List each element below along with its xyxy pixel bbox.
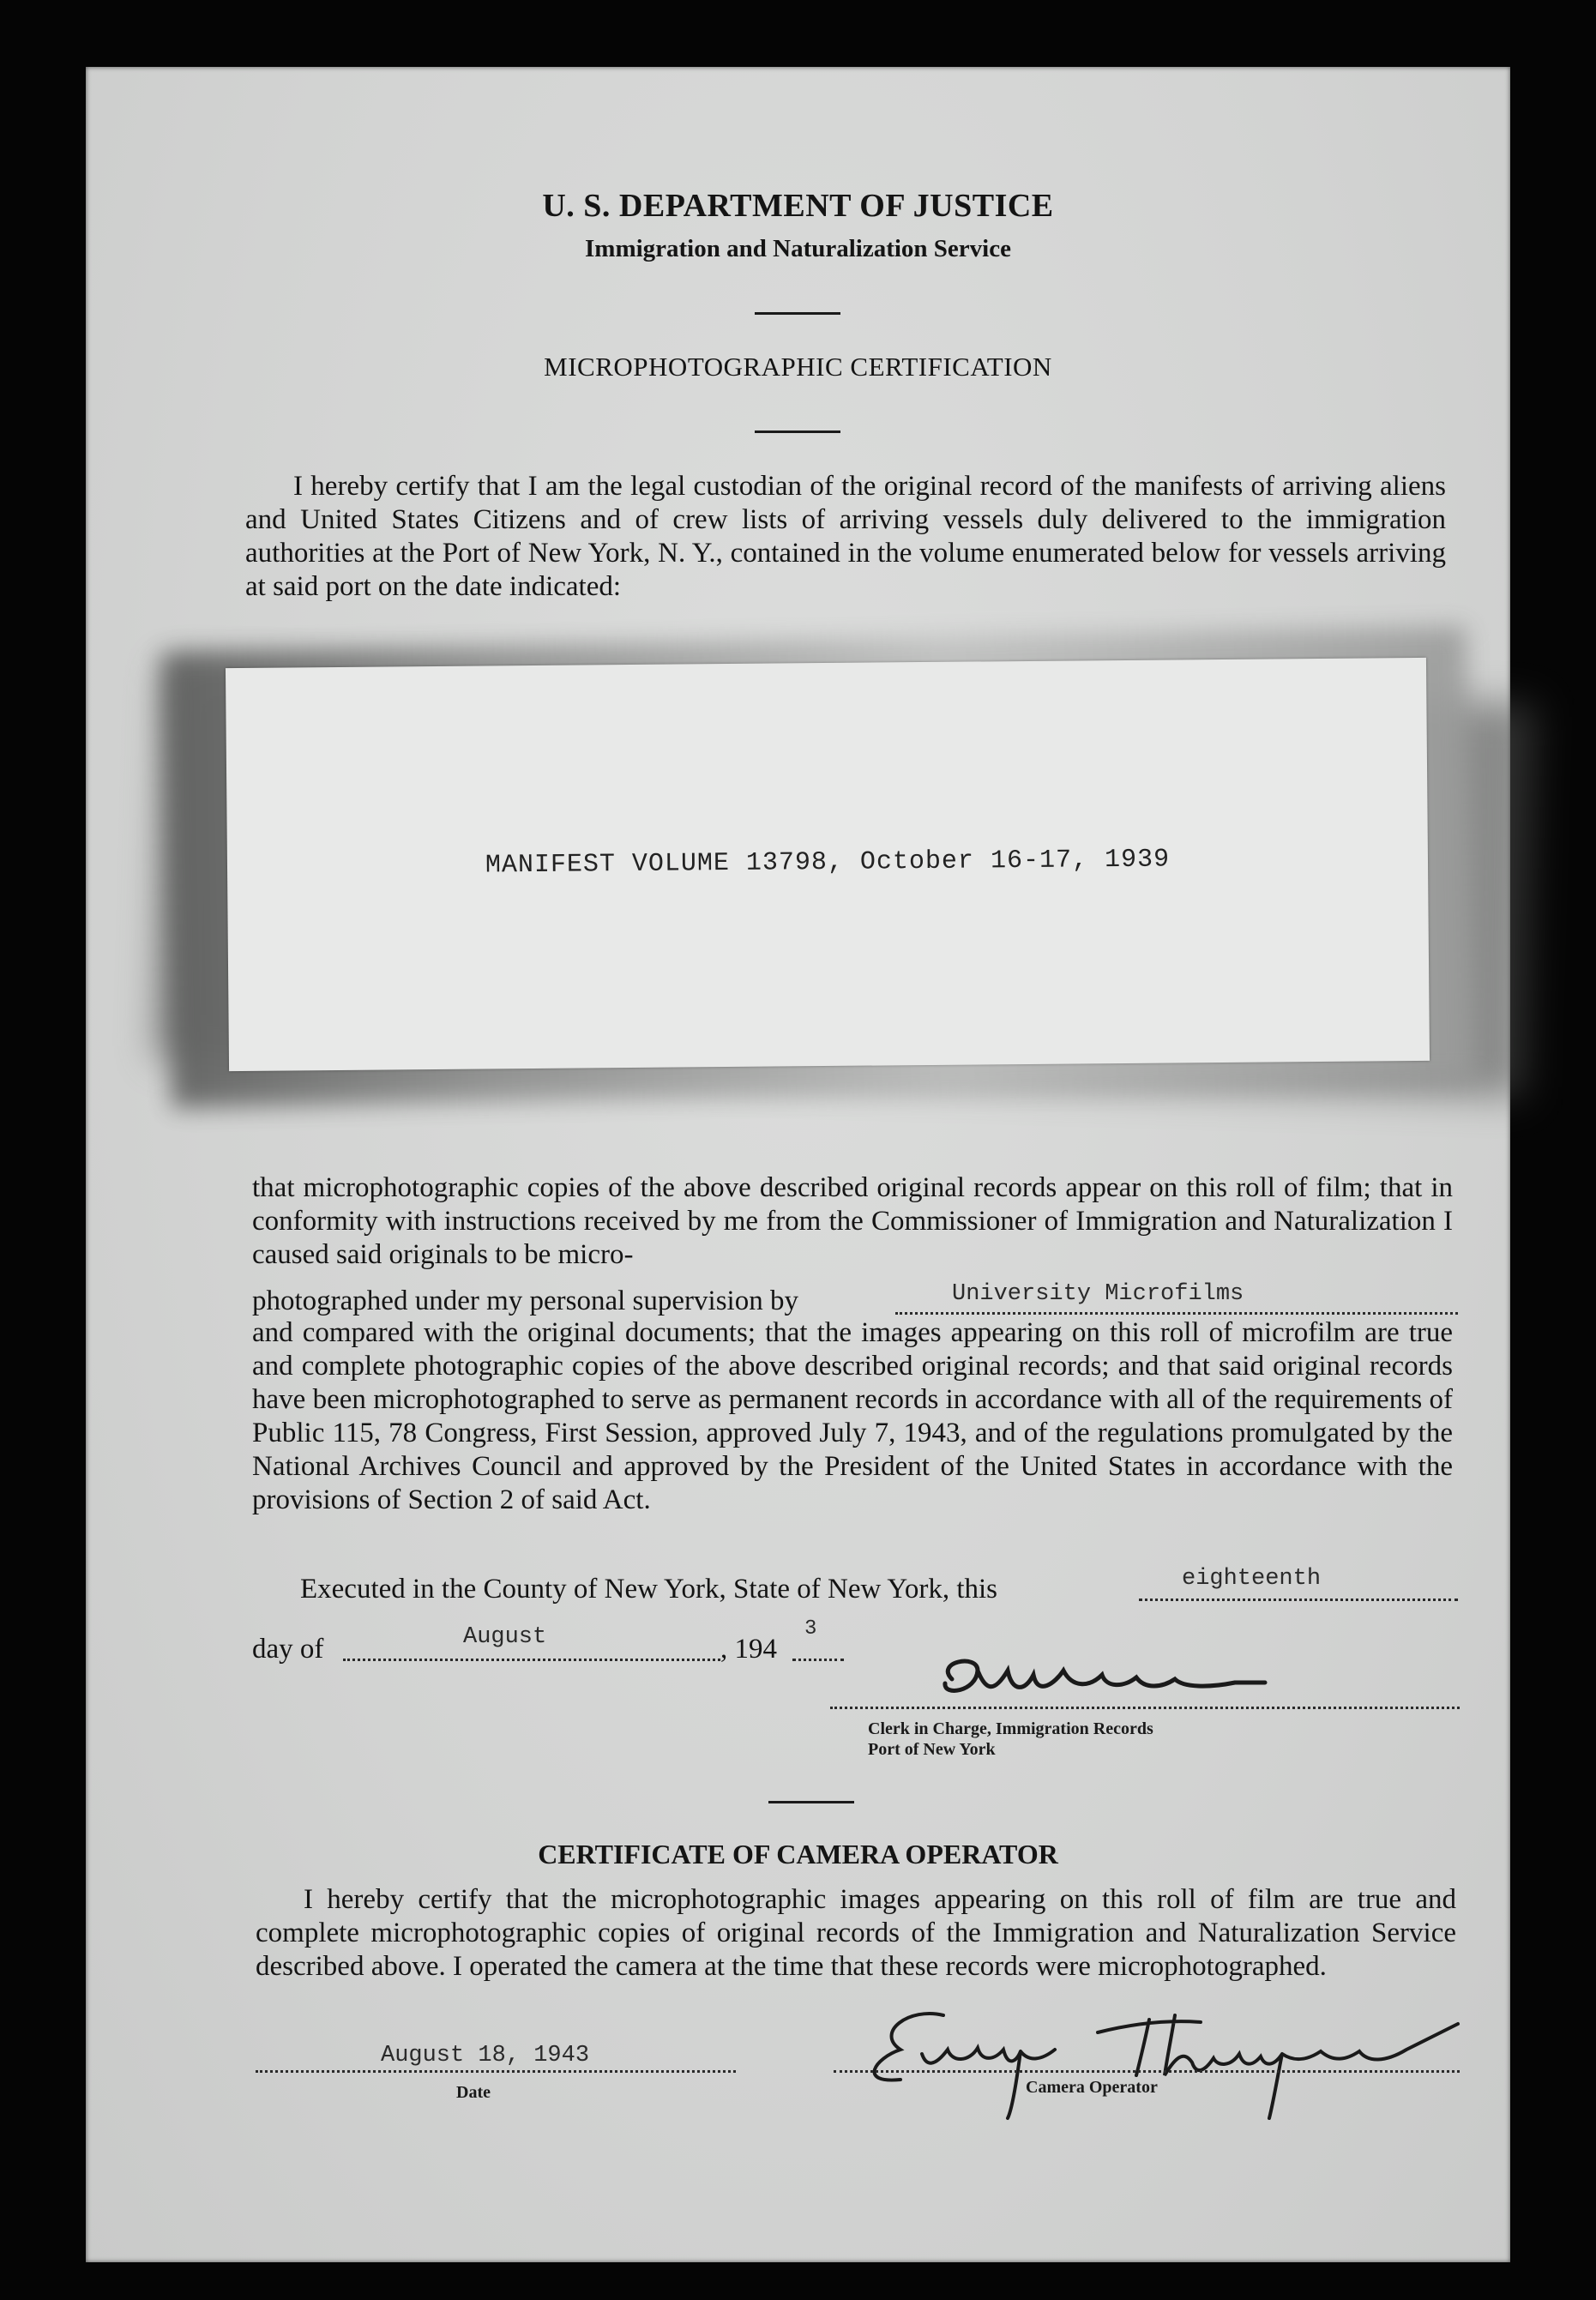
operator-signature-line xyxy=(834,2070,1460,2073)
certification-title: MICROPHOTOGRAPHIC CERTIFICATION xyxy=(544,352,1052,382)
date-label: Date xyxy=(456,2083,491,2102)
volume-slip xyxy=(226,658,1430,1071)
camera-operator-label: Camera Operator xyxy=(1026,2078,1158,2097)
clerk-title-line1: Clerk in Charge, Immigration Records xyxy=(868,1719,1153,1738)
month-value: August xyxy=(463,1624,547,1650)
executed-line: Executed in the County of New York, State of New York, this xyxy=(300,1574,998,1605)
certificate-paper xyxy=(86,67,1510,2262)
divider-rule xyxy=(755,430,840,433)
month-fill-line xyxy=(343,1659,720,1661)
supervisor-fill-line xyxy=(895,1312,1458,1315)
body-paragraph-1: that microphotographic copies of the above described original records appear on this roll of film; that in conformity with instructions received by me from the Commissioner of Immigration and Naturalization I caused said originals to be micro- xyxy=(252,1172,1453,1270)
year-digit: 3 xyxy=(804,1617,817,1641)
day-ordinal-value: eighteenth xyxy=(1182,1566,1322,1592)
clerk-title-line2: Port of New York xyxy=(868,1740,996,1759)
year-prefix: , 194 xyxy=(720,1634,777,1665)
day-fill-line xyxy=(1139,1599,1458,1601)
date-value: August 18, 1943 xyxy=(381,2043,590,2068)
supervisor-value: University Microfilms xyxy=(952,1281,1244,1307)
divider-rule xyxy=(755,312,840,315)
intro-text: I hereby certify that I am the legal custodian of the original record of the manifests of arriving aliens and United States Citizens and of crew lists of arriving vessels duly delivered to the immigration authorities at the Port of New York, N. Y., contained in the volume enumerated below for vessels arriving at said port on the date indicated: xyxy=(245,471,1446,602)
clerk-title xyxy=(868,1719,1153,1760)
clerk-signature-line xyxy=(830,1707,1460,1709)
day-of-label: day of xyxy=(252,1634,324,1665)
department-heading: U. S. DEPARTMENT OF JUSTICE xyxy=(542,188,1054,224)
intro-paragraph xyxy=(245,470,1446,604)
service-subheading: Immigration and Naturalization Service xyxy=(585,235,1011,262)
date-fill-line xyxy=(256,2070,736,2073)
camera-heading: CERTIFICATE OF CAMERA OPERATOR xyxy=(538,1839,1058,1870)
clerk-signature xyxy=(926,1645,1286,1713)
camera-statement-text: I hereby certify that the microphotographic images appearing on this roll of film are true and complete microphotographic copies of original records of the Immigration and Naturalization Service described above. I operated the camera at the time that these records were microphotographed. xyxy=(256,1884,1456,1982)
supervision-prefix: photographed under my personal supervision by xyxy=(252,1285,798,1316)
divider-rule xyxy=(768,1801,854,1803)
volume-slip-text: MANIFEST VOLUME 13798, October 16-17, 1939 xyxy=(485,845,1171,881)
camera-statement xyxy=(256,1883,1456,1984)
year-fill-line xyxy=(792,1659,844,1661)
body-paragraph-2: and compared with the original documents; that the images appearing on this roll of microfilm are true and complete photographic copies of the above described original records; and that said original records have been microphotographed to serve as permanent records in accordance with all of the requirements of Public 115, 78 Congress, First Session, approved July 7, 1943, and of the regulations promulgated by the National Archives Council and approved by the President of the United States in accordance with the provisions of Section 2 of said Act. xyxy=(252,1317,1453,1515)
camera-operator-signature xyxy=(840,1981,1492,2127)
